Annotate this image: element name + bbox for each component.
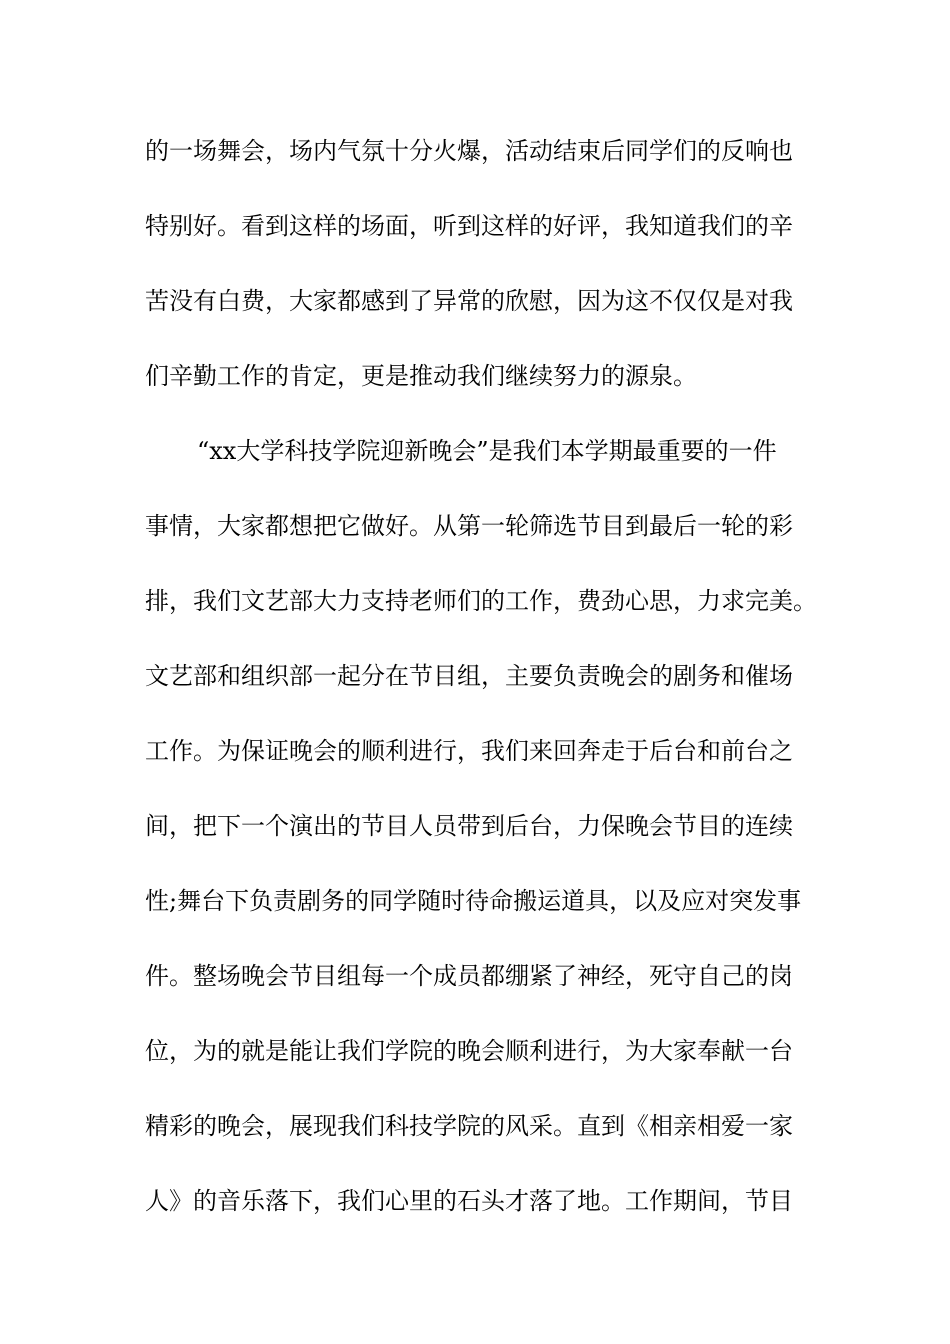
text-line: 事情，大家都想把它做好。从第一轮筛选节目到最后一轮的彩 xyxy=(145,512,793,540)
text-line: 的一场舞会，场内气氛十分火爆，活动结束后同学们的反响也 xyxy=(145,137,793,165)
text-line: 排，我们文艺部大力支持老师们的工作，费劲心思，力求完美。 xyxy=(145,587,817,615)
text-line: 苦没有白费，大家都感到了异常的欣慰，因为这不仅仅是对我 xyxy=(145,287,793,315)
text-line: 精彩的晚会，展现我们科技学院的风采。直到《相亲相爱一家 xyxy=(145,1112,793,1140)
text-line: 性;舞台下负责剧务的同学随时待命搬运道具，以及应对突发事 xyxy=(145,887,802,915)
paragraph-first-line: “xx大学科技学院迎新晚会”是我们本学期最重要的一件 xyxy=(197,437,777,465)
text-line: 位，为的就是能让我们学院的晚会顺利进行，为大家奉献一台 xyxy=(145,1037,793,1065)
text-line: 特别好。看到这样的场面，听到这样的好评，我知道我们的辛 xyxy=(145,212,793,240)
text-line: 工作。为保证晚会的顺利进行，我们来回奔走于后台和前台之 xyxy=(145,737,793,765)
text-line: 人》的音乐落下，我们心里的石头才落了地。工作期间，节目 xyxy=(145,1187,793,1215)
text-line: 文艺部和组织部一起分在节目组，主要负责晚会的剧务和催场 xyxy=(145,662,793,690)
text-line: 们辛勤工作的肯定，更是推动我们继续努力的源泉。 xyxy=(145,362,697,390)
body-text xyxy=(145,126,825,1251)
text-line: 件。整场晚会节目组每一个成员都绷紧了神经，死守自己的岗 xyxy=(145,962,793,990)
text-line: 间，把下一个演出的节目人员带到后台，力保晚会节目的连续 xyxy=(145,812,793,840)
